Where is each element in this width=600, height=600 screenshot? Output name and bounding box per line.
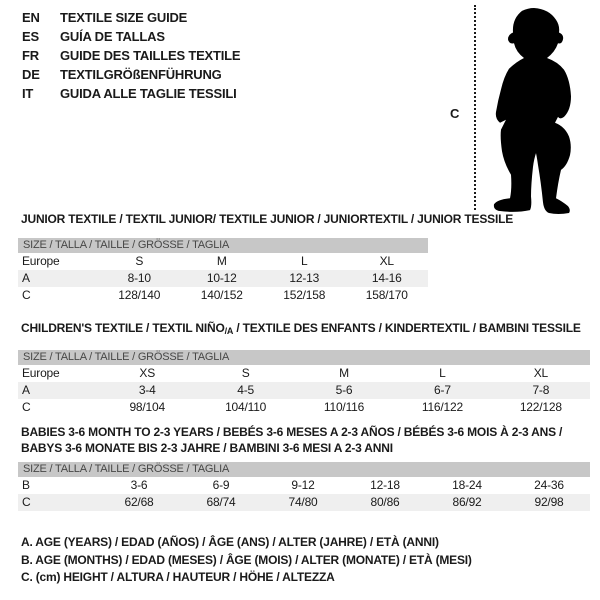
lang-row-de bbox=[22, 65, 240, 84]
height-dotted-line bbox=[474, 5, 476, 210]
table-cell: 116/122 bbox=[421, 400, 463, 414]
baby-silhouette-icon bbox=[486, 6, 586, 214]
row-label: C bbox=[22, 400, 31, 414]
table-cell: 6-7 bbox=[434, 383, 451, 397]
childrens-table-title bbox=[18, 320, 590, 339]
babies-title-line1: BABIES 3-6 MONTH TO 2-3 YEARS / BEBÉS 3-6 MESES A 2-3 AÑOS / BÉBÉS 3-6 MOIS À 2-3 ANS / bbox=[21, 425, 563, 439]
table-cell: 140/152 bbox=[200, 288, 243, 302]
table-cell: 74/80 bbox=[288, 495, 318, 509]
table-cell: 152/158 bbox=[283, 288, 326, 302]
table-cell: 62/68 bbox=[124, 495, 154, 509]
legend-line-b: B. AGE (MONTHS) / EDAD (MESES) / ÂGE (MOIS) / ALTER (MONATE) / ETÀ (MESI) bbox=[21, 552, 472, 567]
table-cell: 9-12 bbox=[291, 478, 315, 492]
junior-table-title: JUNIOR TEXTILE / TEXTIL JUNIOR/ TEXTILE JUNIOR / JUNIORTEXTIL / JUNIOR TESSILE bbox=[21, 212, 514, 226]
title-part: CHILDREN'S TEXTILE / TEXTIL NIÑO bbox=[21, 321, 225, 335]
lang-label: TEXTILGRÖßENFÜHRUNG bbox=[60, 67, 222, 82]
lang-code: EN bbox=[22, 10, 40, 25]
table-cell: S bbox=[241, 366, 250, 380]
babies-table bbox=[18, 462, 590, 511]
table-cell: 12-13 bbox=[289, 271, 320, 285]
table-cell: 98/104 bbox=[129, 400, 165, 414]
row-label: Europe bbox=[22, 254, 60, 268]
legend-block bbox=[18, 534, 472, 587]
table-cell: 12-18 bbox=[370, 478, 400, 492]
junior-table-section bbox=[18, 211, 514, 304]
table-cell: 14-16 bbox=[371, 271, 402, 285]
table-row-europe bbox=[18, 253, 428, 270]
table-cell: 110/116 bbox=[323, 400, 365, 414]
table-cell: XL bbox=[533, 366, 548, 380]
row-label: C bbox=[22, 495, 31, 509]
lang-code: IT bbox=[22, 86, 34, 101]
table-cell: 7-8 bbox=[532, 383, 550, 397]
table-cell: 4-5 bbox=[237, 383, 254, 397]
table-cell: 10-12 bbox=[206, 271, 237, 285]
table-row-height bbox=[18, 399, 590, 416]
table-cell: 5-6 bbox=[335, 383, 353, 397]
table-cell: XL bbox=[379, 254, 394, 268]
language-title-block bbox=[22, 8, 240, 103]
table-cell: L bbox=[439, 366, 446, 380]
row-label: A bbox=[22, 271, 30, 285]
table-row-height bbox=[18, 287, 428, 304]
babies-table-title bbox=[18, 424, 590, 456]
row-label: Europe bbox=[22, 366, 60, 380]
table-cell: 18-24 bbox=[452, 478, 482, 492]
junior-table bbox=[18, 238, 428, 304]
table-cell: 24-36 bbox=[534, 478, 564, 492]
title-part: / TEXTILE DES ENFANTS / KINDERTEXTIL / BAMBINI TESSILE bbox=[233, 321, 581, 335]
table-cell: 8-10 bbox=[127, 271, 151, 285]
legend-line-a: A. AGE (YEARS) / EDAD (AÑOS) / ÂGE (ANS) / ALTER (JAHRE) / ETÀ (ANNI) bbox=[21, 535, 439, 549]
table-size-header: SIZE / TALLA / TAILLE / GRÖSSE / TAGLIA bbox=[18, 462, 590, 477]
row-label: B bbox=[22, 478, 30, 492]
title-subscript: /A bbox=[224, 326, 234, 336]
table-row-age bbox=[18, 382, 590, 399]
table-cell: 3-6 bbox=[130, 478, 148, 492]
lang-code: ES bbox=[22, 29, 39, 44]
table-size-header: SIZE / TALLA / TAILLE / GRÖSSE / TAGLIA bbox=[18, 238, 428, 253]
childrens-table-section bbox=[18, 320, 590, 416]
table-cell: 128/140 bbox=[118, 288, 161, 302]
table-cell: L bbox=[301, 254, 308, 268]
childrens-table bbox=[18, 350, 590, 416]
lang-row-en bbox=[22, 8, 240, 27]
table-cell: M bbox=[216, 254, 227, 268]
table-cell: 122/128 bbox=[519, 400, 562, 414]
table-cell: 104/110 bbox=[225, 400, 267, 414]
table-cell: 92/98 bbox=[534, 495, 564, 509]
lang-row-fr bbox=[22, 46, 240, 65]
row-label: A bbox=[22, 383, 30, 397]
table-cell: 68/74 bbox=[206, 495, 236, 509]
lang-label: GUIDE DES TAILLES TEXTILE bbox=[60, 48, 241, 63]
table-cell: M bbox=[339, 366, 349, 380]
lang-label: GUÍA DE TALLAS bbox=[60, 29, 165, 44]
table-row-age bbox=[18, 270, 428, 287]
lang-row-es bbox=[22, 27, 240, 46]
babies-table-section bbox=[18, 424, 590, 511]
height-measure-label: C bbox=[450, 106, 460, 121]
table-cell: XS bbox=[139, 366, 155, 380]
babies-title-line2: BABYS 3-6 MONATE BIS 2-3 JAHRE / BAMBINI 3-6 MESI A 2-3 ANNI bbox=[21, 441, 393, 455]
table-cell: S bbox=[135, 254, 144, 268]
table-cell: 86/92 bbox=[452, 495, 482, 509]
table-cell: 3-4 bbox=[138, 383, 156, 397]
lang-code: DE bbox=[22, 67, 40, 82]
table-cell: 6-9 bbox=[212, 478, 230, 492]
table-row-months bbox=[18, 477, 590, 494]
row-label: C bbox=[22, 288, 31, 302]
lang-label: GUIDA ALLE TAGLIE TESSILI bbox=[60, 86, 237, 101]
lang-code: FR bbox=[22, 48, 39, 63]
table-row-height bbox=[18, 494, 590, 511]
table-row-europe bbox=[18, 365, 590, 382]
lang-row-it bbox=[22, 84, 240, 103]
legend-line-c: C. (cm) HEIGHT / ALTURA / HAUTEUR / HÖHE / ALTEZZA bbox=[21, 570, 335, 584]
table-size-header: SIZE / TALLA / TAILLE / GRÖSSE / TAGLIA bbox=[18, 350, 590, 365]
table-cell: 158/170 bbox=[365, 288, 408, 302]
lang-label: TEXTILE SIZE GUIDE bbox=[60, 10, 188, 25]
table-cell: 80/86 bbox=[370, 495, 400, 509]
